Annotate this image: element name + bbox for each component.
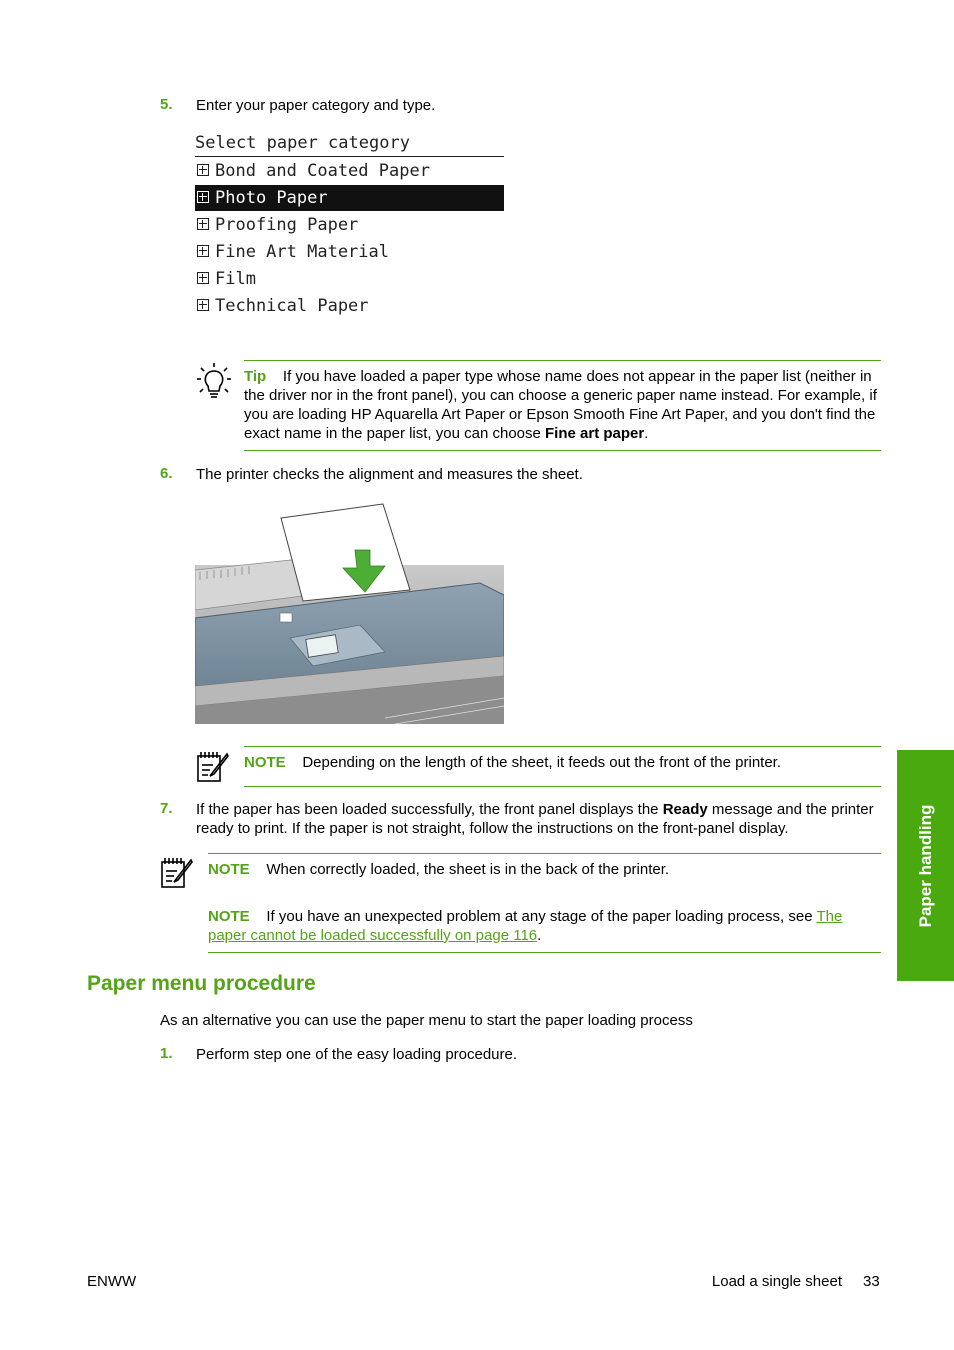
step-number: 5. [160, 96, 173, 113]
menu-item [195, 293, 504, 319]
page-link[interactable]: The paper cannot be loaded successfully on page 116 [208, 908, 843, 944]
menu-item [195, 239, 504, 265]
footer-left: ENWW [87, 1273, 137, 1290]
note-label: NOTE [208, 908, 250, 925]
menu-item-label: Proofing Paper [215, 215, 359, 235]
page-number: 33 [863, 1273, 880, 1290]
note-top-rule [208, 853, 881, 854]
note-text [208, 860, 884, 879]
menu-item-label: Photo Paper [215, 188, 328, 208]
note-body: Depending on the length of the sheet, it feeds out the front of the printer. [302, 754, 782, 771]
section-heading: Paper menu procedure [87, 972, 316, 995]
tip-end: . [644, 425, 649, 442]
menu-item-label: Technical Paper [215, 296, 369, 316]
tip-text [244, 367, 884, 443]
menu-item [195, 266, 504, 292]
menu-item-label: Bond and Coated Paper [215, 161, 430, 181]
tip-body: If you have loaded a paper type whose name does not appear in the paper list (neither in the driver nor in the front panel), you can choose a generic paper name instead. For example, if you are loading HP Aquarella Art Paper or Epson Smooth Fine Art Paper, and you don't find the exact name in the paper list, you can choose [244, 368, 877, 442]
step-number: 6. [160, 465, 173, 482]
front-panel-menu [195, 130, 504, 319]
note-pencil-icon [196, 750, 230, 784]
footer-title: Load a single sheet [711, 1273, 842, 1290]
ready-bold: Ready [662, 801, 708, 818]
menu-item-selected [195, 185, 504, 211]
menu-item-label: Film [215, 269, 256, 289]
note-top-rule [244, 746, 881, 747]
expand-icon [197, 272, 209, 284]
note-pencil-icon [160, 856, 194, 890]
step-number: 7. [160, 800, 173, 817]
section-intro: As an alternative you can use the paper menu to start the paper loading process [160, 1012, 693, 1029]
menu-item-label: Fine Art Material [215, 242, 389, 262]
note-body: If you have an unexpected problem at any stage of the paper loading process, see [266, 908, 817, 925]
note-label: NOTE [244, 754, 286, 771]
menu-item [195, 158, 504, 184]
printer-illustration [195, 500, 504, 724]
expand-icon [197, 245, 209, 257]
note-label: NOTE [208, 861, 250, 878]
tip-bold: Fine art paper [545, 425, 645, 442]
note-bottom-rule [208, 952, 881, 953]
expand-icon [197, 299, 209, 311]
chapter-tab-label: Paper handling [915, 804, 935, 927]
note-text [208, 907, 884, 945]
step-text: Perform step one of the easy loading procedure. [196, 1046, 518, 1063]
step-text [196, 800, 886, 838]
tip-top-rule [244, 360, 881, 361]
step-text-b: message and the printer ready to print. If the paper is not straight, follow the instructions on the front-panel display. [196, 801, 874, 837]
note-end: . [537, 927, 542, 944]
lightbulb-icon [196, 362, 232, 400]
tip-bottom-rule [244, 450, 881, 451]
note-text [244, 753, 884, 772]
expand-icon [197, 218, 209, 230]
note-body: When correctly loaded, the sheet is in the back of the printer. [266, 861, 670, 878]
step-text: Enter your paper category and type. [196, 97, 436, 114]
menu-item [195, 212, 504, 238]
step-number: 1. [160, 1045, 173, 1062]
expand-icon [197, 164, 209, 176]
chapter-tab [897, 750, 954, 981]
note-bottom-rule [244, 786, 881, 787]
menu-header: Select paper category [195, 130, 504, 157]
step-text: The printer checks the alignment and measures the sheet. [196, 466, 583, 483]
step-text-a: If the paper has been loaded successfully, the front panel displays the [196, 801, 663, 818]
tip-label: Tip [244, 368, 267, 385]
expand-icon [197, 191, 209, 203]
